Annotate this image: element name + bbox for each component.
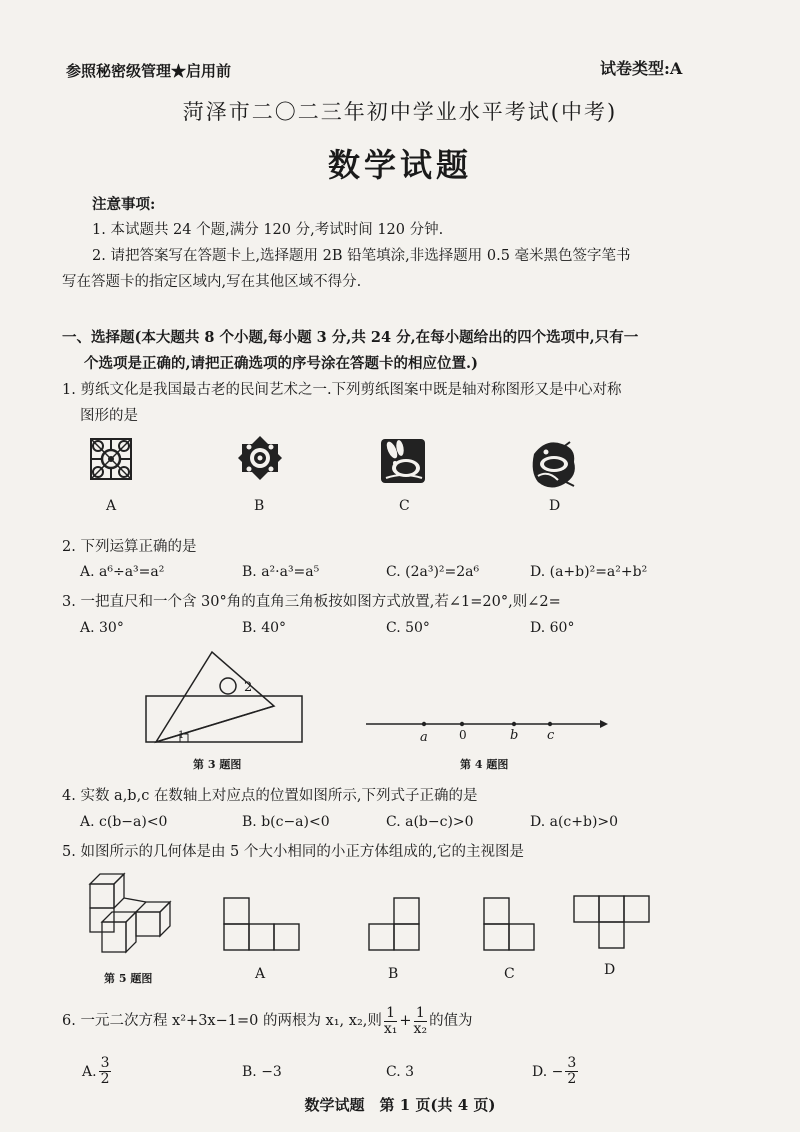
q3-option-d: D. 60° [530, 620, 575, 636]
q5-option-b-label: B [388, 966, 399, 982]
q6-fraction-1-numerator: 1 [386, 1005, 396, 1021]
q4-number-line [364, 714, 608, 734]
papercut-square-flower-icon [88, 436, 134, 482]
papercut-rabbit-icon [378, 436, 428, 486]
section-1-line-2: 个选项是正确的,请把正确选项的序号涂在答题卡的相应位置.) [84, 355, 478, 372]
q2-option-a: A. a⁶÷a³=a² [80, 564, 165, 580]
exam-title: 菏泽市二〇二三年初中学业水平考试(中考) [182, 100, 618, 124]
q5-option-b-view [366, 896, 422, 952]
q5-option-c-view [482, 896, 538, 952]
papercut-round-flower-icon [236, 434, 284, 482]
q4-figure-caption: 第 4 题图 [460, 758, 509, 771]
notes-heading: 注意事项: [92, 196, 156, 213]
q6-option-d-fraction [565, 1056, 578, 1087]
q2-option-d: D. (a+b)²=a²+b² [530, 564, 648, 580]
q6-fraction-1 [384, 1006, 398, 1037]
q6-fraction-2 [414, 1006, 428, 1037]
q6-option-a-numerator: 3 [100, 1055, 110, 1071]
q1-option-b-label: B [254, 498, 265, 514]
q3-stem: 3. 一把直尺和一个含 30°角的直角三角板按如图方式放置,若∠1=20°,则∠2= [62, 594, 561, 610]
q6-option-d-denominator: 2 [567, 1071, 577, 1087]
q4-option-d: D. a(c+b)>0 [530, 814, 619, 830]
q1-option-d-label: D [549, 498, 561, 514]
security-label: 参照秘密级管理★启用前 [66, 62, 232, 80]
q2-option-c: C. (2a³)²=2a⁶ [386, 564, 480, 580]
q6-option-a-denominator: 2 [100, 1071, 110, 1087]
q5-stem: 5. 如图所示的几何体是由 5 个大小相同的小正方体组成的,它的主视图是 [62, 844, 524, 860]
q5-figure-cube-solid [80, 870, 184, 962]
notes-line-2: 2. 请把答案写在答题卡上,选择题用 2B 铅笔填涂,非选择题用 0.5 毫米黑色签字笔书 [92, 248, 631, 264]
q6-option-d [532, 1056, 580, 1087]
q5-option-c-label: C [504, 966, 515, 982]
q6-option-a-fraction [99, 1056, 112, 1087]
q4-point-b: b [510, 728, 519, 743]
q2-option-b: B. a²·a³=a⁵ [242, 564, 320, 580]
page-footer: 数学试题 第 1 页(共 4 页) [304, 1096, 496, 1114]
q4-stem: 4. 实数 a,b,c 在数轴上对应点的位置如图所示,下列式子正确的是 [62, 788, 478, 804]
q1-stem-line-1: 1. 剪纸文化是我国最古老的民间艺术之一.下列剪纸图案中既是轴对称图形又是中心对称 [62, 382, 622, 398]
q6-option-d-numerator: 3 [567, 1055, 577, 1071]
notes-line-1: 1. 本试题共 24 个题,满分 120 分,考试时间 120 分钟. [92, 222, 444, 238]
q4-point-0: 0 [459, 728, 467, 742]
q3-option-c: C. 50° [386, 620, 430, 636]
q4-option-b: B. b(c−a)<0 [242, 814, 330, 830]
q5-option-d-view [572, 894, 652, 950]
q6-option-a-label: A. [82, 1063, 97, 1080]
exam-subtitle: 数学试题 [327, 146, 472, 184]
notes-line-3: 写在答题卡的指定区域内,写在其他区域不得分. [62, 274, 362, 290]
q4-option-c: C. a(b−c)>0 [386, 814, 474, 830]
q5-option-a-view [222, 896, 302, 952]
q6-stem [62, 1006, 473, 1037]
q6-plus-sign: + [399, 1013, 412, 1029]
q3-option-b: B. 40° [242, 620, 287, 636]
q6-option-b: B. −3 [242, 1064, 282, 1080]
q6-option-a [82, 1056, 113, 1087]
q3-figure-caption: 第 3 题图 [193, 758, 242, 771]
q6-option-d-label: D. − [532, 1063, 564, 1080]
paper-type-label: 试卷类型:A [600, 59, 683, 78]
q4-point-a: a [420, 730, 428, 745]
q1-option-c-label: C [399, 498, 410, 514]
q2-stem: 2. 下列运算正确的是 [62, 539, 197, 555]
q5-option-d-label: D [604, 962, 616, 978]
q6-fraction-2-numerator: 1 [415, 1005, 425, 1021]
q4-point-c: c [547, 728, 555, 743]
q3-figure-ruler-triangle [140, 646, 310, 746]
q6-fraction-1-denominator: x₁ [383, 1021, 398, 1037]
q4-option-a: A. c(b−a)<0 [80, 814, 168, 830]
q5-figure-caption: 第 5 题图 [104, 972, 153, 985]
q6-fraction-2-denominator: x₂ [413, 1021, 428, 1037]
q5-option-a-label: A [255, 966, 266, 982]
q6-stem-text-b: 的值为 [429, 1013, 473, 1029]
section-1-line-1: 一、选择题(本大题共 8 个小题,每小题 3 分,共 24 分,在每小题给出的四个选项中,只有一 [62, 329, 639, 346]
q3-angle-1-label: 1 [178, 730, 185, 741]
q6-stem-text-a: 6. 一元二次方程 x²+3x−1=0 的两根为 x₁, x₂,则 [62, 1013, 382, 1029]
q1-stem-line-2: 图形的是 [80, 408, 138, 424]
papercut-fish-icon [528, 436, 580, 492]
q3-option-a: A. 30° [80, 620, 124, 636]
q3-angle-2-label: 2 [244, 680, 253, 695]
q1-option-a-label: A [106, 498, 117, 514]
q6-option-c: C. 3 [386, 1064, 415, 1080]
